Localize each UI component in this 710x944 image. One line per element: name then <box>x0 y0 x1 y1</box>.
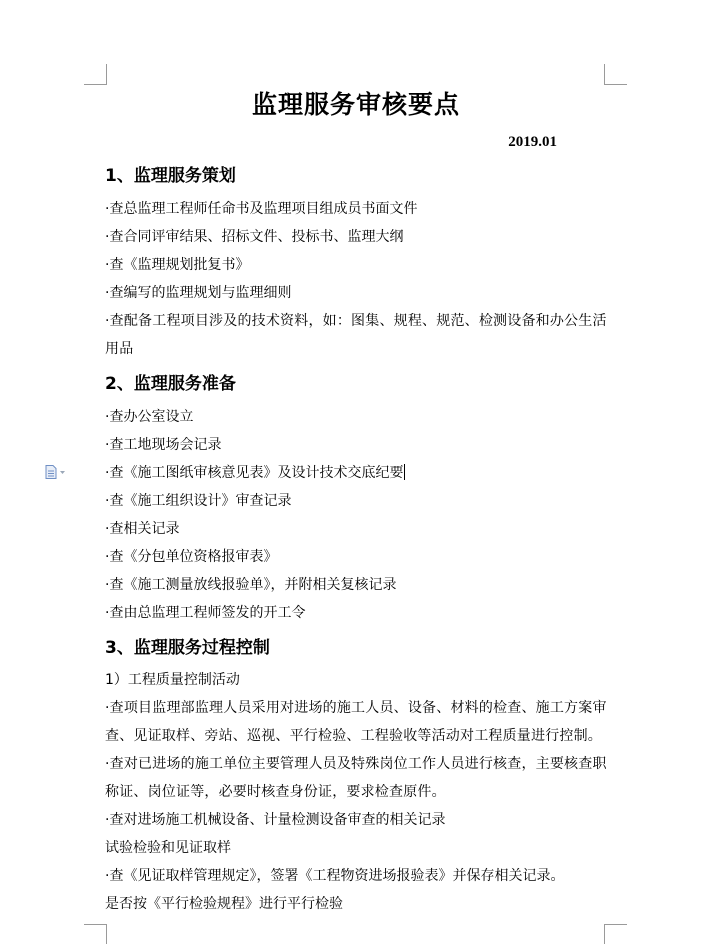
section-heading: 3、监理服务过程控制 <box>105 638 270 658</box>
text-cursor <box>404 464 405 480</box>
list-item: ·查编写的监理规划与监理细则 <box>105 285 292 301</box>
section-heading: 2、监理服务准备 <box>105 374 236 394</box>
list-item: 试验检验和见证取样 <box>105 840 231 856</box>
list-item: ·查《施工测量放线报验单》，并附相关复核记录 <box>105 577 397 593</box>
page-corner-bottom-right <box>604 924 627 944</box>
list-item: ·查总监理工程师任命书及监理项目组成员书面文件 <box>105 201 418 217</box>
document-page <box>105 84 607 918</box>
list-item: 是否按《平行检验规程》进行平行检验 <box>105 896 343 912</box>
page-corner-top-left <box>84 64 107 85</box>
list-item: ·查对进场施工机械设备、计量检测设备审查的相关记录 <box>105 812 446 828</box>
list-item: ·查相关记录 <box>105 521 180 537</box>
list-item: ·查《施工组织设计》审查记录 <box>105 493 292 509</box>
list-item: ·查办公室设立 <box>105 409 194 425</box>
list-item: ·查项目监理部监理人员采用对进场的施工人员、设备、材料的检查、施工方案审查、见证取样、旁站、巡视、平行检验、工程验收等活动对工程质量进行控制。 <box>105 700 607 744</box>
list-item: ·查对已进场的施工单位主要管理人员及特殊岗位工作人员进行核查，主要核查职称证、岗位证等，必要时核查身份证，要求检查原件。 <box>105 756 607 800</box>
list-item: ·查配备工程项目涉及的技术资料，如：图集、规程、规范、检测设备和办公生活用品 <box>105 313 607 357</box>
list-item[interactable] <box>105 459 607 487</box>
page-corner-bottom-left <box>84 924 107 944</box>
section-heading: 1、监理服务策划 <box>105 166 236 186</box>
list-item: ·查由总监理工程师签发的开工令 <box>105 605 306 621</box>
document-title: 监理服务审核要点 <box>251 90 460 119</box>
list-item: ·查合同评审结果、招标文件、投标书、监理大纲 <box>105 229 404 245</box>
list-item: ·查《分包单位资格报审表》 <box>105 549 278 565</box>
list-item: ·查工地现场会记录 <box>105 437 222 453</box>
list-item: ·查《监理规划批复书》 <box>105 257 250 273</box>
page-corner-top-right <box>604 64 627 85</box>
list-item-text: ·查《施工图纸审核意见表》及设计技术交底纪要 <box>105 465 404 481</box>
section-1-list <box>105 195 607 363</box>
section-2-list <box>105 403 607 627</box>
section-3-list <box>105 666 607 918</box>
list-item: ·查《见证取样管理规定》，签署《工程物资进场报验表》并保存相关记录。 <box>105 868 565 884</box>
list-item: 1）工程质量控制活动 <box>105 672 240 688</box>
document-icon[interactable] <box>45 464 67 478</box>
document-date: 2019.01 <box>508 134 557 150</box>
